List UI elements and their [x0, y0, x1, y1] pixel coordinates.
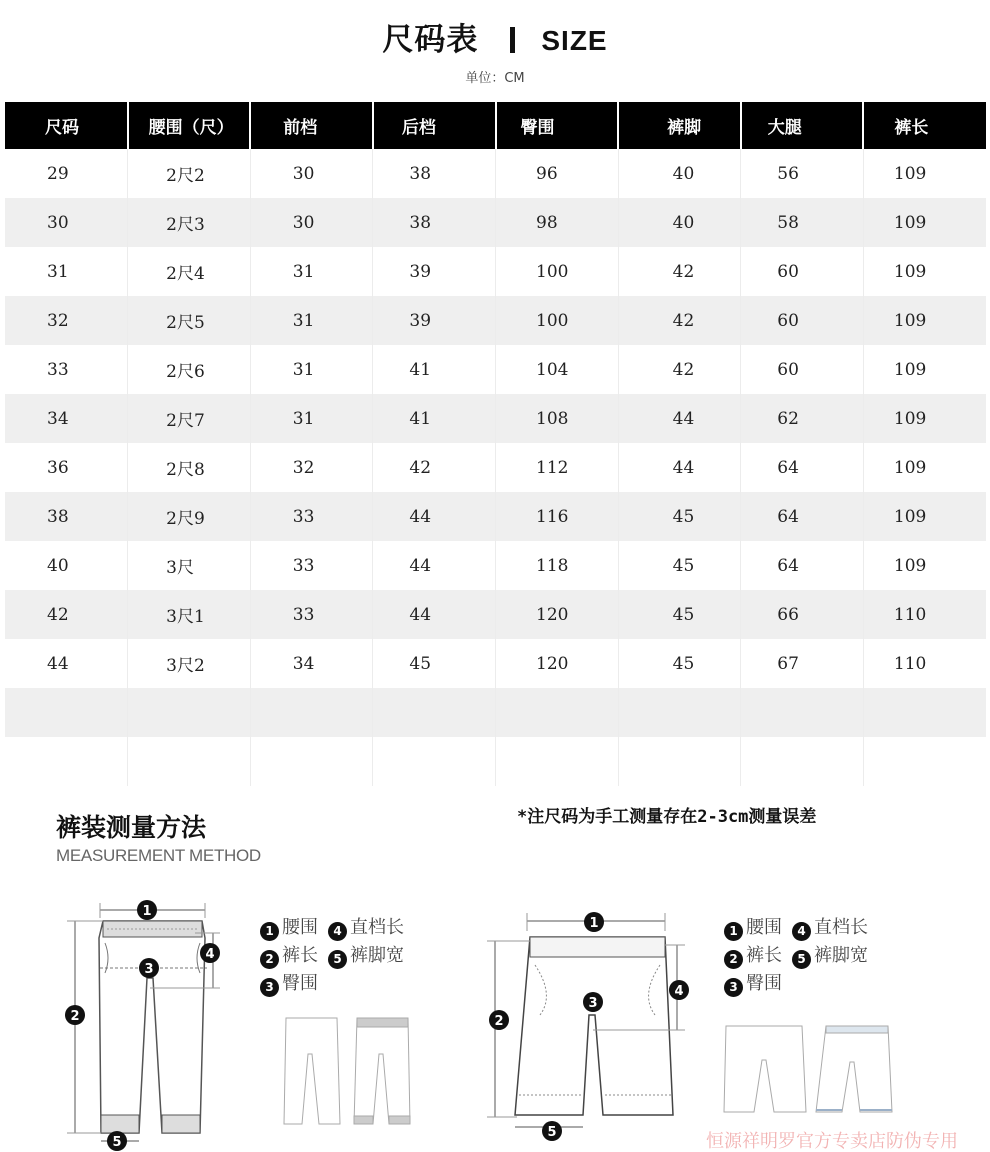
anti-counterfeit-watermark: 恒源祥明罗官方专卖店防伪专用 [706, 1131, 958, 1152]
table-row [5, 149, 986, 198]
legend-label: 直档长 [814, 917, 868, 938]
title-en: SIZE [541, 25, 608, 56]
table-cell: 42 [5, 590, 128, 639]
marker-label: 4 [205, 947, 215, 962]
table-cell: 3尺 [128, 541, 251, 590]
column-header-size: 尺码 [5, 102, 128, 149]
table-cell: 108 [496, 394, 619, 443]
column-header-hip: 臀围 [496, 102, 619, 149]
table-cell: 3尺2 [128, 639, 251, 688]
table-cell: 31 [5, 247, 128, 296]
table-cell: 44 [373, 492, 496, 541]
table-cell: 109 [893, 555, 927, 576]
badge-icon: 2 [260, 950, 279, 969]
legend-item [724, 942, 782, 970]
table-cell: 32 [250, 443, 373, 492]
legend-item [724, 914, 782, 942]
marker-label: 1 [142, 904, 152, 919]
legend-label: 裤长 [746, 945, 782, 966]
table-cell: 45 [373, 639, 496, 688]
table-cell: 109 [863, 296, 986, 345]
table-row [5, 541, 986, 590]
size-table [5, 102, 986, 786]
legend-label: 臀围 [282, 973, 318, 994]
table-cell: 40 [5, 541, 128, 590]
table-cell [863, 737, 986, 786]
pants-diagram-icon [55, 893, 235, 1148]
page-title [0, 14, 990, 59]
badge-icon: 3 [724, 978, 743, 997]
table-cell [128, 688, 251, 737]
legend-label: 裤脚宽 [350, 945, 404, 966]
table-cell: 41 [373, 345, 496, 394]
badge-icon: 5 [792, 950, 811, 969]
table-cell: 42 [618, 345, 741, 394]
table-cell: 36 [5, 443, 128, 492]
table-cell [250, 737, 373, 786]
table-cell: 60 [741, 345, 864, 394]
table-row [5, 737, 986, 786]
column-header-front-rise: 前档 [250, 102, 373, 149]
table-cell: 29 [5, 149, 128, 198]
table-cell: 34 [5, 394, 128, 443]
table-cell: 98 [496, 198, 619, 247]
legend-item [260, 970, 318, 998]
title-divider [510, 27, 515, 53]
table-cell: 2尺8 [128, 443, 251, 492]
badge-icon: 1 [724, 922, 743, 941]
table-cell: 109 [863, 394, 986, 443]
table-cell: 112 [496, 443, 619, 492]
table-cell: 41 [373, 394, 496, 443]
table-cell: 104 [496, 345, 619, 394]
table-header-row [5, 102, 986, 149]
column-header-waist: 腰围（尺） [128, 102, 251, 149]
table-cell: 3尺1 [128, 590, 251, 639]
legend-shorts [724, 914, 878, 998]
table-cell: 31 [250, 394, 373, 443]
table-cell: 100 [496, 247, 619, 296]
table-cell [250, 688, 373, 737]
legend-item [792, 942, 868, 970]
legend-item [260, 942, 318, 970]
badge-icon: 5 [328, 950, 347, 969]
table-cell [741, 737, 864, 786]
table-cell: 38 [373, 198, 496, 247]
table-cell: 33 [5, 345, 128, 394]
table-cell: 2尺7 [128, 394, 251, 443]
table-cell: 120 [496, 639, 619, 688]
table-cell: 33 [250, 492, 373, 541]
table-cell: 64 [741, 541, 864, 590]
legend-label: 裤长 [282, 945, 318, 966]
shorts-thumbnail-icon [722, 1020, 892, 1120]
column-header-leg-opening: 裤脚 [618, 102, 741, 149]
legend-item [328, 942, 404, 970]
table-cell: 31 [250, 345, 373, 394]
marker-label: 1 [589, 916, 599, 931]
legend-label: 腰围 [282, 917, 318, 938]
table-cell: 109 [863, 492, 986, 541]
marker-label: 2 [70, 1009, 80, 1024]
table-cell: 109 [893, 163, 927, 184]
table-cell [618, 688, 741, 737]
table-cell: 32 [5, 296, 128, 345]
table-cell: 44 [5, 639, 128, 688]
table-cell: 45 [618, 639, 741, 688]
table-cell: 67 [741, 639, 864, 688]
table-cell: 30 [5, 198, 128, 247]
table-cell: 42 [618, 247, 741, 296]
table-cell [5, 688, 128, 737]
legend-label: 裤脚宽 [814, 945, 868, 966]
table-row [5, 590, 986, 639]
badge-icon: 2 [724, 950, 743, 969]
table-cell: 58 [741, 198, 864, 247]
table-cell: 110 [863, 590, 986, 639]
table-cell: 33 [250, 590, 373, 639]
marker-label: 3 [588, 996, 598, 1011]
method-subtitle: MEASUREMENT METHOD [56, 846, 261, 865]
table-cell [496, 737, 619, 786]
unit-label: 单位：CM [465, 71, 525, 86]
table-cell: 62 [741, 394, 864, 443]
table-cell: 38 [5, 492, 128, 541]
table-cell: 116 [496, 492, 619, 541]
table-cell: 30 [250, 149, 373, 198]
table-cell: 110 [893, 653, 927, 674]
table-cell: 44 [618, 443, 741, 492]
legend-item [724, 970, 782, 998]
table-cell: 60 [741, 247, 864, 296]
table-cell [128, 737, 251, 786]
table-cell: 30 [250, 198, 373, 247]
column-header-thigh: 大腿 [741, 102, 864, 149]
table-cell: 109 [893, 457, 927, 478]
table-cell [373, 688, 496, 737]
legend-label: 直档长 [350, 917, 404, 938]
table-row [5, 345, 986, 394]
table-row [5, 443, 986, 492]
table-cell: 2尺6 [128, 345, 251, 394]
marker-label: 5 [547, 1125, 557, 1140]
table-cell: 39 [373, 296, 496, 345]
table-cell: 44 [373, 541, 496, 590]
table-cell: 109 [893, 261, 927, 282]
marker-label: 2 [494, 1014, 504, 1029]
legend-label: 腰围 [746, 917, 782, 938]
table-row [5, 296, 986, 345]
table-cell: 66 [741, 590, 864, 639]
table-cell: 120 [496, 590, 619, 639]
method-title: 裤装测量方法 [56, 813, 207, 842]
table-cell: 42 [618, 296, 741, 345]
table-cell: 2尺4 [128, 247, 251, 296]
table-row [5, 247, 986, 296]
marker-label: 4 [674, 984, 684, 999]
table-cell: 40 [618, 149, 741, 198]
legend-label: 臀围 [746, 973, 782, 994]
shorts-diagram-icon [485, 905, 700, 1145]
marker-label: 3 [144, 962, 154, 977]
table-cell: 56 [741, 149, 864, 198]
table-cell: 2尺3 [128, 198, 251, 247]
table-cell [863, 688, 986, 737]
measurement-note: *注尺码为手工测量存在2-3cm测量误差 [517, 807, 817, 827]
table-cell: 33 [250, 541, 373, 590]
table-cell [5, 737, 128, 786]
table-row [5, 394, 986, 443]
legend-item [260, 914, 318, 942]
marker-label: 5 [112, 1135, 122, 1150]
legend-item [328, 914, 404, 942]
table-row [5, 492, 986, 541]
table-cell: 45 [618, 590, 741, 639]
legend-item [792, 914, 868, 942]
table-cell: 38 [373, 149, 496, 198]
table-cell: 44 [618, 394, 741, 443]
badge-icon: 4 [328, 922, 347, 941]
table-cell [496, 688, 619, 737]
table-cell: 96 [496, 149, 619, 198]
badge-icon: 1 [260, 922, 279, 941]
column-header-back-rise: 后档 [373, 102, 496, 149]
table-cell: 44 [373, 590, 496, 639]
table-cell [373, 737, 496, 786]
column-header-length: 裤长 [863, 102, 986, 149]
badge-icon: 3 [260, 978, 279, 997]
table-row [5, 639, 986, 688]
table-cell: 109 [863, 198, 986, 247]
table-cell: 39 [373, 247, 496, 296]
table-cell: 2尺5 [128, 296, 251, 345]
pants-thumbnail-icon [282, 1014, 412, 1134]
table-cell: 40 [618, 198, 741, 247]
table-row [5, 688, 986, 737]
table-cell: 2尺2 [128, 149, 251, 198]
table-cell: 2尺9 [128, 492, 251, 541]
table-cell: 64 [741, 443, 864, 492]
table-cell: 42 [373, 443, 496, 492]
table-cell: 100 [496, 296, 619, 345]
table-cell: 31 [250, 296, 373, 345]
table-cell [741, 688, 864, 737]
badge-icon: 4 [792, 922, 811, 941]
table-cell [618, 737, 741, 786]
title-cn: 尺码表 [382, 22, 479, 58]
table-cell: 45 [618, 541, 741, 590]
table-cell: 31 [250, 247, 373, 296]
table-cell: 34 [250, 639, 373, 688]
table-cell: 64 [741, 492, 864, 541]
table-cell: 45 [618, 492, 741, 541]
legend-pants [260, 914, 414, 998]
table-row [5, 198, 986, 247]
table-cell: 60 [741, 296, 864, 345]
table-cell: 109 [893, 359, 927, 380]
table-cell: 118 [496, 541, 619, 590]
